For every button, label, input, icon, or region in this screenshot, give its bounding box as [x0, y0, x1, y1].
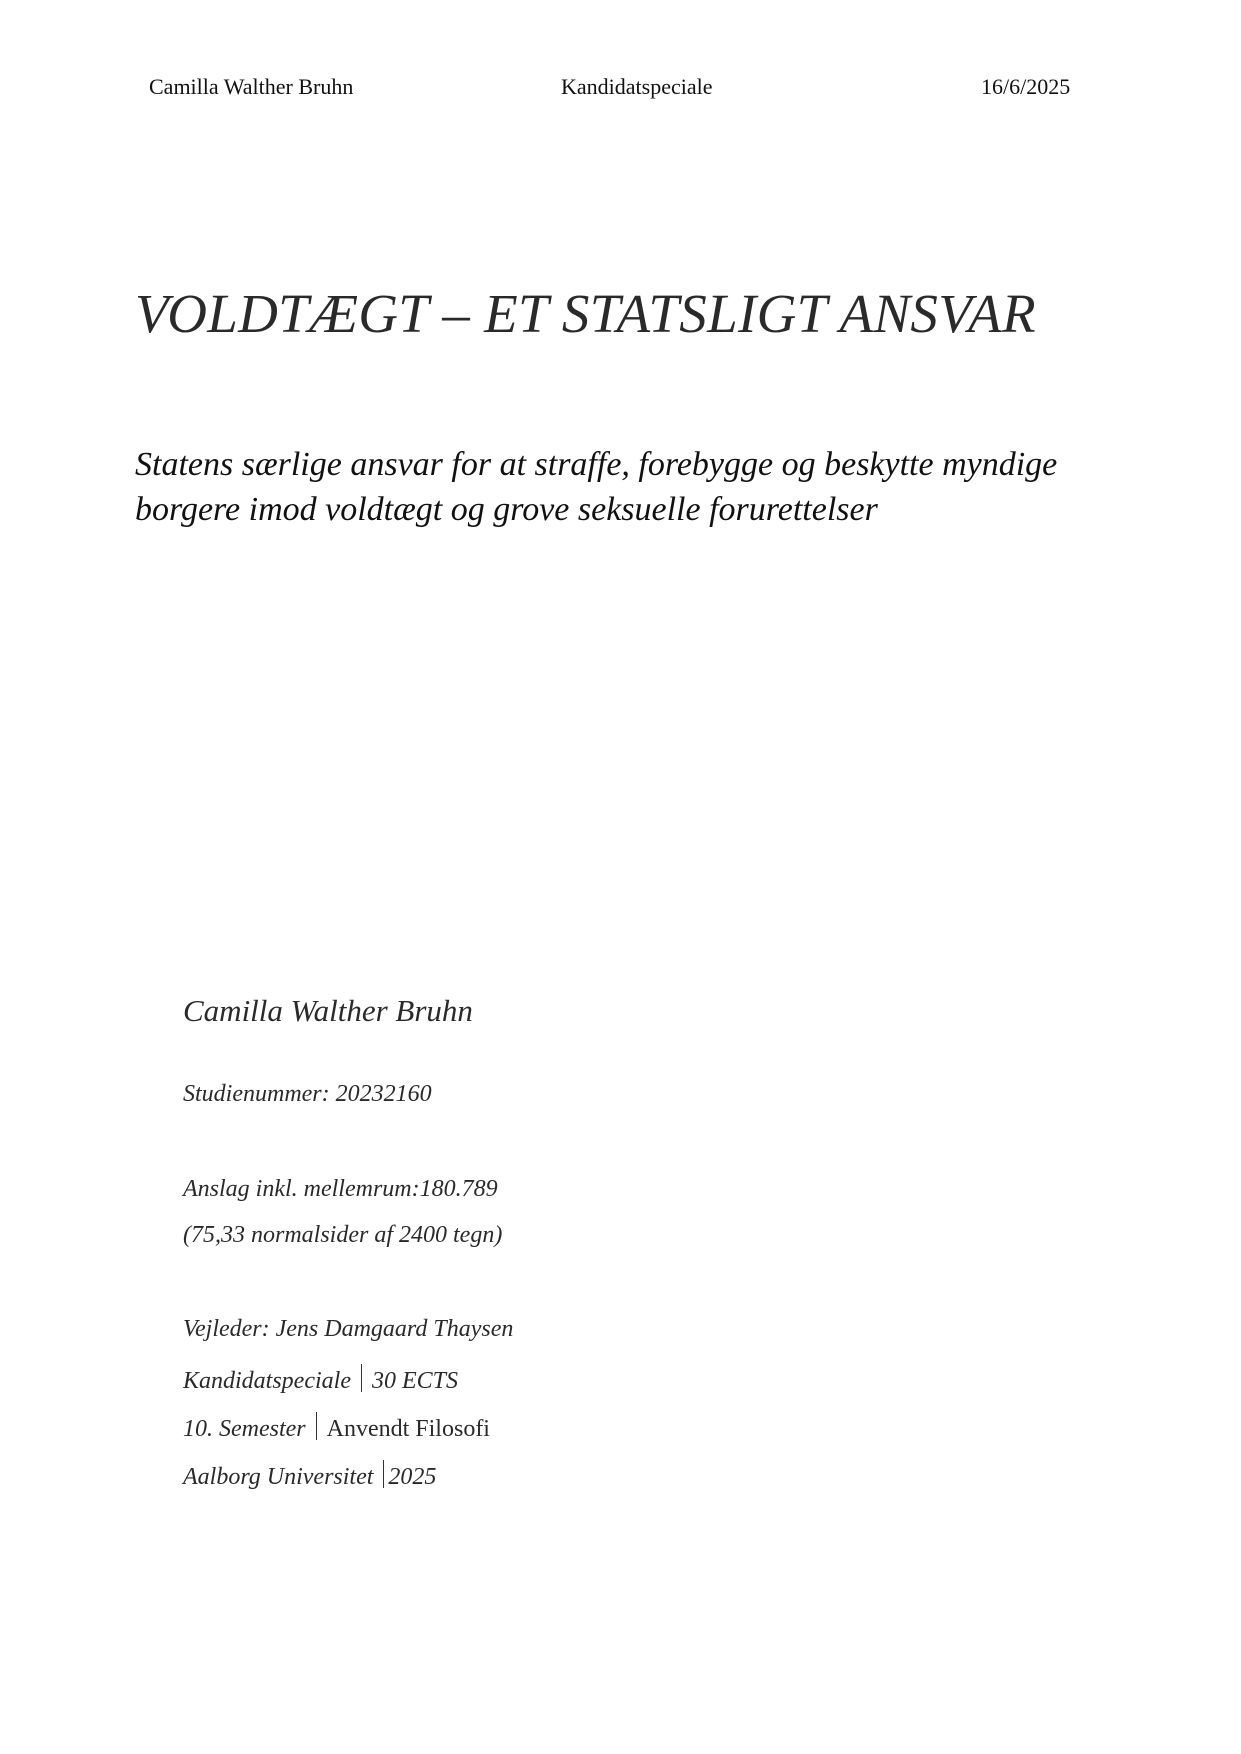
- divider: [316, 1412, 317, 1440]
- character-count: Anslag inkl. mellemrum:180.789: [183, 1176, 498, 1202]
- author-name: Camilla Walther Bruhn: [183, 993, 473, 1028]
- supervisor: Vejleder: Jens Damgaard Thaysen: [183, 1316, 514, 1342]
- thesis-label: Kandidatspeciale: [183, 1368, 351, 1394]
- student-number: Studienummer: 20232160: [183, 1081, 432, 1107]
- divider: [361, 1364, 362, 1392]
- semester-line: [183, 1412, 490, 1443]
- program: Anvendt Filosofi: [326, 1416, 490, 1442]
- subtitle-line-1: Statens særlige ansvar for at straffe, forebygge og beskytte myndige: [135, 446, 1058, 483]
- divider: [383, 1460, 384, 1488]
- year: 2025: [388, 1464, 437, 1490]
- semester-label: 10. Semester: [183, 1416, 306, 1442]
- header-document-type: Kandidatspeciale: [561, 74, 713, 99]
- normal-pages: (75,33 normalsider af 2400 tegn): [183, 1222, 503, 1248]
- subtitle-line-2: borgere imod voldtægt og grove seksuelle forurettelser: [135, 491, 878, 528]
- header-author: Camilla Walther Bruhn: [149, 74, 354, 99]
- university-label: Aalborg Universitet: [183, 1464, 374, 1490]
- page-title: VOLDTÆGT – ET STATSLIGT ANSVAR: [135, 283, 1036, 344]
- thesis-line: [183, 1364, 458, 1395]
- university-line: [183, 1460, 436, 1491]
- header-date: 16/6/2025: [981, 74, 1071, 99]
- ects: 30 ECTS: [371, 1368, 458, 1394]
